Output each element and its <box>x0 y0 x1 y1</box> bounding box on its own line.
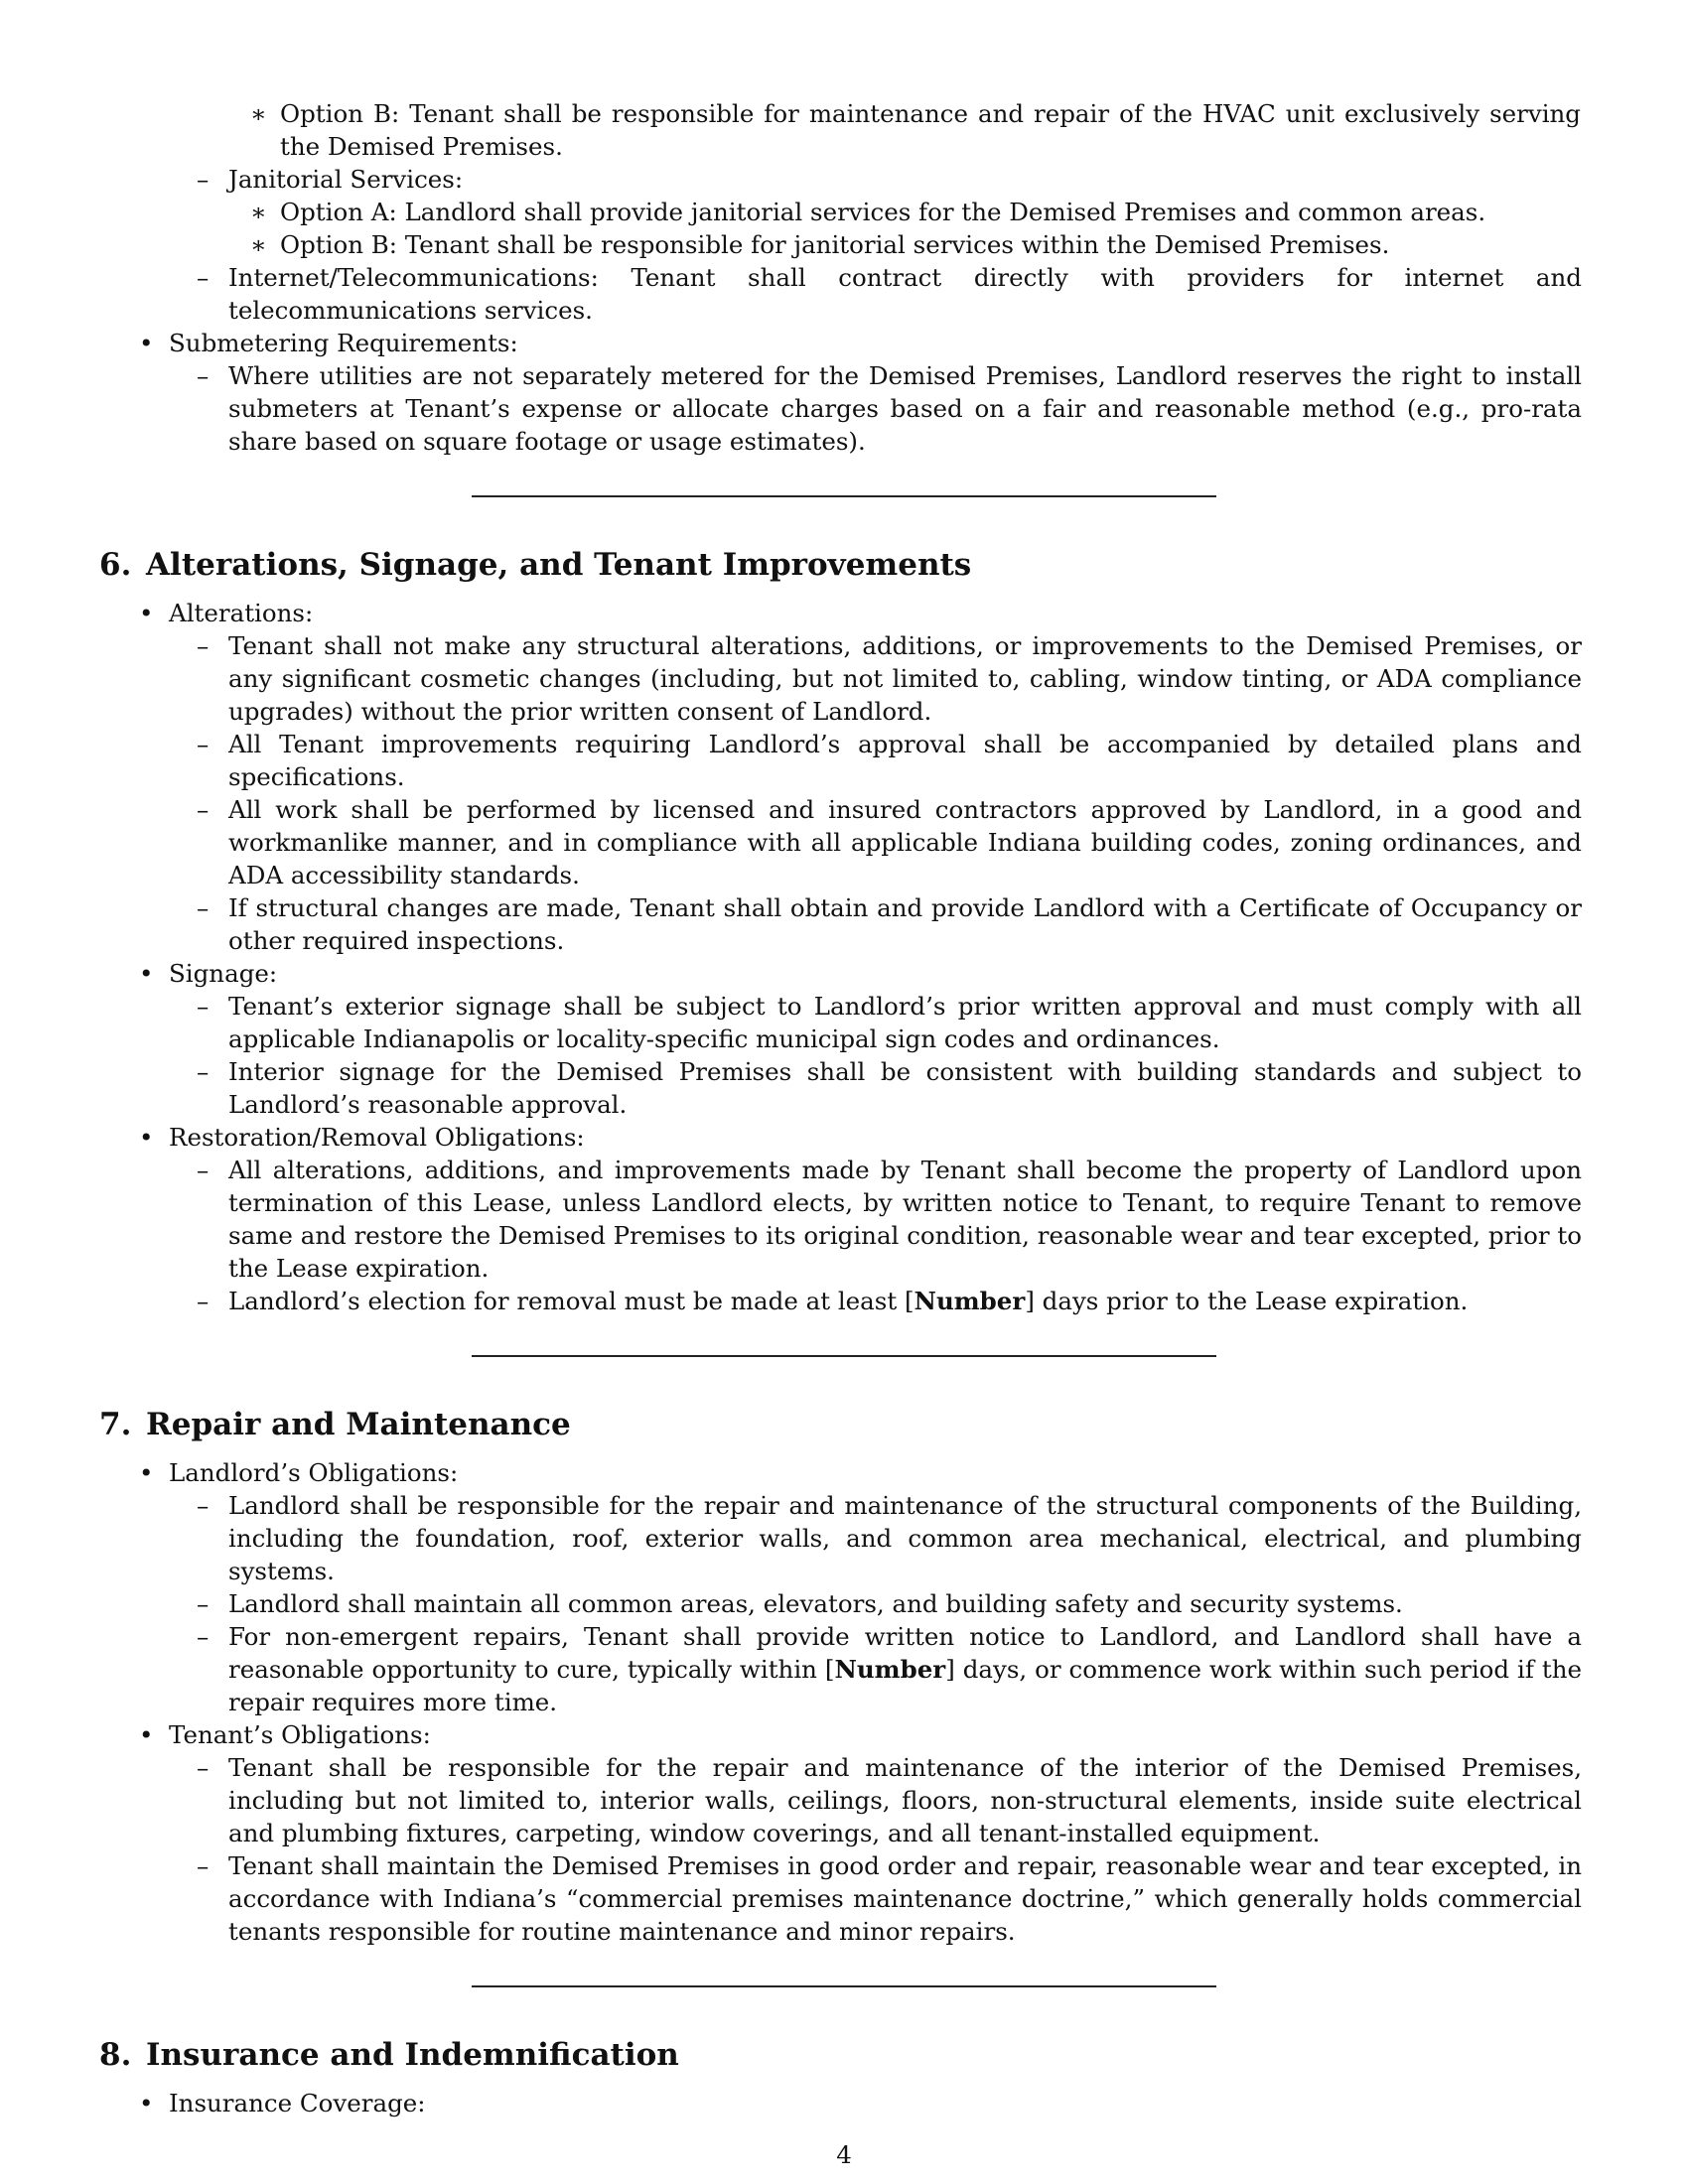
bullet-icon: • <box>139 2089 154 2117</box>
list-item: – Tenant shall be responsible for the repair and maintenance of the interior of the Demised Premises, including but not limited to, interior walls, ceilings, floors, non-structural elements, inside suite electrical and plumbing fixtures, carpeting, window coverings, and all tenant-installed equipment. <box>197 1753 1582 1847</box>
list-item: – If structural changes are made, Tenant shall obtain and provide Landlord with a Certificate of Occupancy or other required inspections. <box>197 893 1582 955</box>
section-divider <box>472 1355 1216 1357</box>
dash-bullet-icon: – <box>197 992 210 1021</box>
bullet-icon: • <box>139 1720 154 1749</box>
list-item: • Restoration/Removal Obligations: <box>139 1123 585 1152</box>
asterisk-bullet-icon: ∗ <box>250 198 267 226</box>
list-item: • Alterations: <box>139 599 314 627</box>
bullet-icon: • <box>139 599 154 627</box>
list-item: – All alterations, additions, and improvements made by Tenant shall become the property of Landlord upon termination of this Lease, unless Landlord elects, by written notice to Tenant, to require Tenant to remove same and restore the Demised Premises to its original condition, reasonable wear and tear excepted, prior to the Lease expiration. <box>197 1156 1582 1283</box>
dash-bullet-icon: – <box>197 1057 210 1086</box>
list-item: ∗ Option B: Tenant shall be responsible for janitorial services within the Demised Premises. <box>250 230 1390 259</box>
dash-bullet-icon: – <box>197 795 210 824</box>
list-item: – Internet/Telecommunications: Tenant shall contract directly with providers for internet and telecommunications services. <box>197 263 1582 325</box>
dash-bullet-icon: – <box>197 893 210 922</box>
list-item: – Where utilities are not separately metered for the Demised Premises, Landlord reserves the right to install submeters at Tenant’s expense or allocate charges based on a fair and reasonable method (e.g., pro-rata share based on square footage or usage estimates). <box>197 361 1582 456</box>
bullet-icon: • <box>139 1123 154 1152</box>
list-item: – Tenant shall maintain the Demised Premises in good order and repair, reasonable wear and tear excepted, in accordance with Indiana’s “commercial premises maintenance doctrine,” which generally holds commercial tenants responsible for routine maintenance and minor repairs. <box>197 1851 1582 1946</box>
dash-bullet-icon: – <box>197 165 210 194</box>
number-placeholder: Number <box>834 1655 946 1684</box>
dash-bullet-icon: – <box>197 730 210 758</box>
list-item: – All Tenant improvements requiring Landlord’s approval shall be accompanied by detailed plans and specifications. <box>197 730 1582 791</box>
list-item: – Tenant’s exterior signage shall be subject to Landlord’s prior written approval and must comply with all applicable Indianapolis or locality-specific municipal sign codes and ordinances. <box>197 992 1582 1053</box>
bullet-icon: • <box>139 959 154 988</box>
bullet-icon: • <box>139 329 154 357</box>
dash-bullet-icon: – <box>197 1851 210 1880</box>
section-heading: 6. Alterations, Signage, and Tenant Improvements <box>99 547 972 583</box>
list-item: • Insurance Coverage: <box>139 2089 426 2117</box>
asterisk-bullet-icon: ∗ <box>250 99 267 128</box>
dash-bullet-icon: – <box>197 1156 210 1184</box>
bullet-icon: • <box>139 1458 154 1487</box>
list-item: – All work shall be performed by licensed and insured contractors approved by Landlord, in a good and workmanlike manner, and in compliance with all applicable Indiana building codes, zoning ordinances, and ADA accessibility standards. <box>197 795 1582 889</box>
list-item: – For non-emergent repairs, Tenant shall provide written notice to Landlord, and Landlord shall have a reasonable opportunity to cure, typically within [Number] days, or commence work within such period if the repair requires more time. <box>197 1622 1583 1716</box>
list-item: – Landlord shall be responsible for the repair and maintenance of the structural components of the Building, including the foundation, roof, exterior walls, and common area mechanical, electrical, and plumbing systems. <box>197 1491 1582 1585</box>
list-item: ∗ Option A: Landlord shall provide janitorial services for the Demised Premises and common areas. <box>250 198 1486 226</box>
page-number: 4 <box>836 2140 852 2169</box>
list-item: – Interior signage for the Demised Premises shall be consistent with building standards and subject to Landlord’s reasonable approval. <box>197 1057 1582 1119</box>
dash-bullet-icon: – <box>197 631 210 660</box>
dash-bullet-icon: – <box>197 1287 210 1315</box>
number-placeholder: Number <box>914 1287 1026 1315</box>
list-item: • Landlord’s Obligations: <box>139 1458 459 1487</box>
section-divider <box>472 495 1216 497</box>
dash-bullet-icon: – <box>197 263 210 292</box>
section-heading: 7. Repair and Maintenance <box>99 1407 571 1442</box>
dash-bullet-icon: – <box>197 1622 210 1651</box>
section-heading: 8. Insurance and Indemnification <box>99 2037 679 2073</box>
list-item: – Landlord shall maintain all common areas, elevators, and building safety and security systems. <box>197 1589 1403 1618</box>
list-item: – Tenant shall not make any structural alterations, additions, or improvements to the Demised Premises, or any significant cosmetic changes (including, but not limited to, cabling, window tinting, or ADA compliance upgrades) without the prior written consent of Landlord. <box>197 631 1582 726</box>
list-item: ∗ Option B: Tenant shall be responsible for maintenance and repair of the HVAC unit exclusively serving the Demised Premises. <box>250 99 1581 161</box>
dash-bullet-icon: – <box>197 1589 210 1618</box>
document-page <box>99 97 1589 2119</box>
list-item: – Janitorial Services: <box>197 165 464 194</box>
list-item: • Submetering Requirements: <box>139 329 518 357</box>
list-item: – Landlord’s election for removal must be made at least [Number] days prior to the Lease expiration. <box>197 1287 1469 1315</box>
asterisk-bullet-icon: ∗ <box>250 230 267 259</box>
section-divider <box>472 1985 1216 1987</box>
dash-bullet-icon: – <box>197 1491 210 1520</box>
dash-bullet-icon: – <box>197 1753 210 1782</box>
list-item: • Tenant’s Obligations: <box>139 1720 431 1749</box>
dash-bullet-icon: – <box>197 361 210 390</box>
list-item: • Signage: <box>139 959 278 988</box>
